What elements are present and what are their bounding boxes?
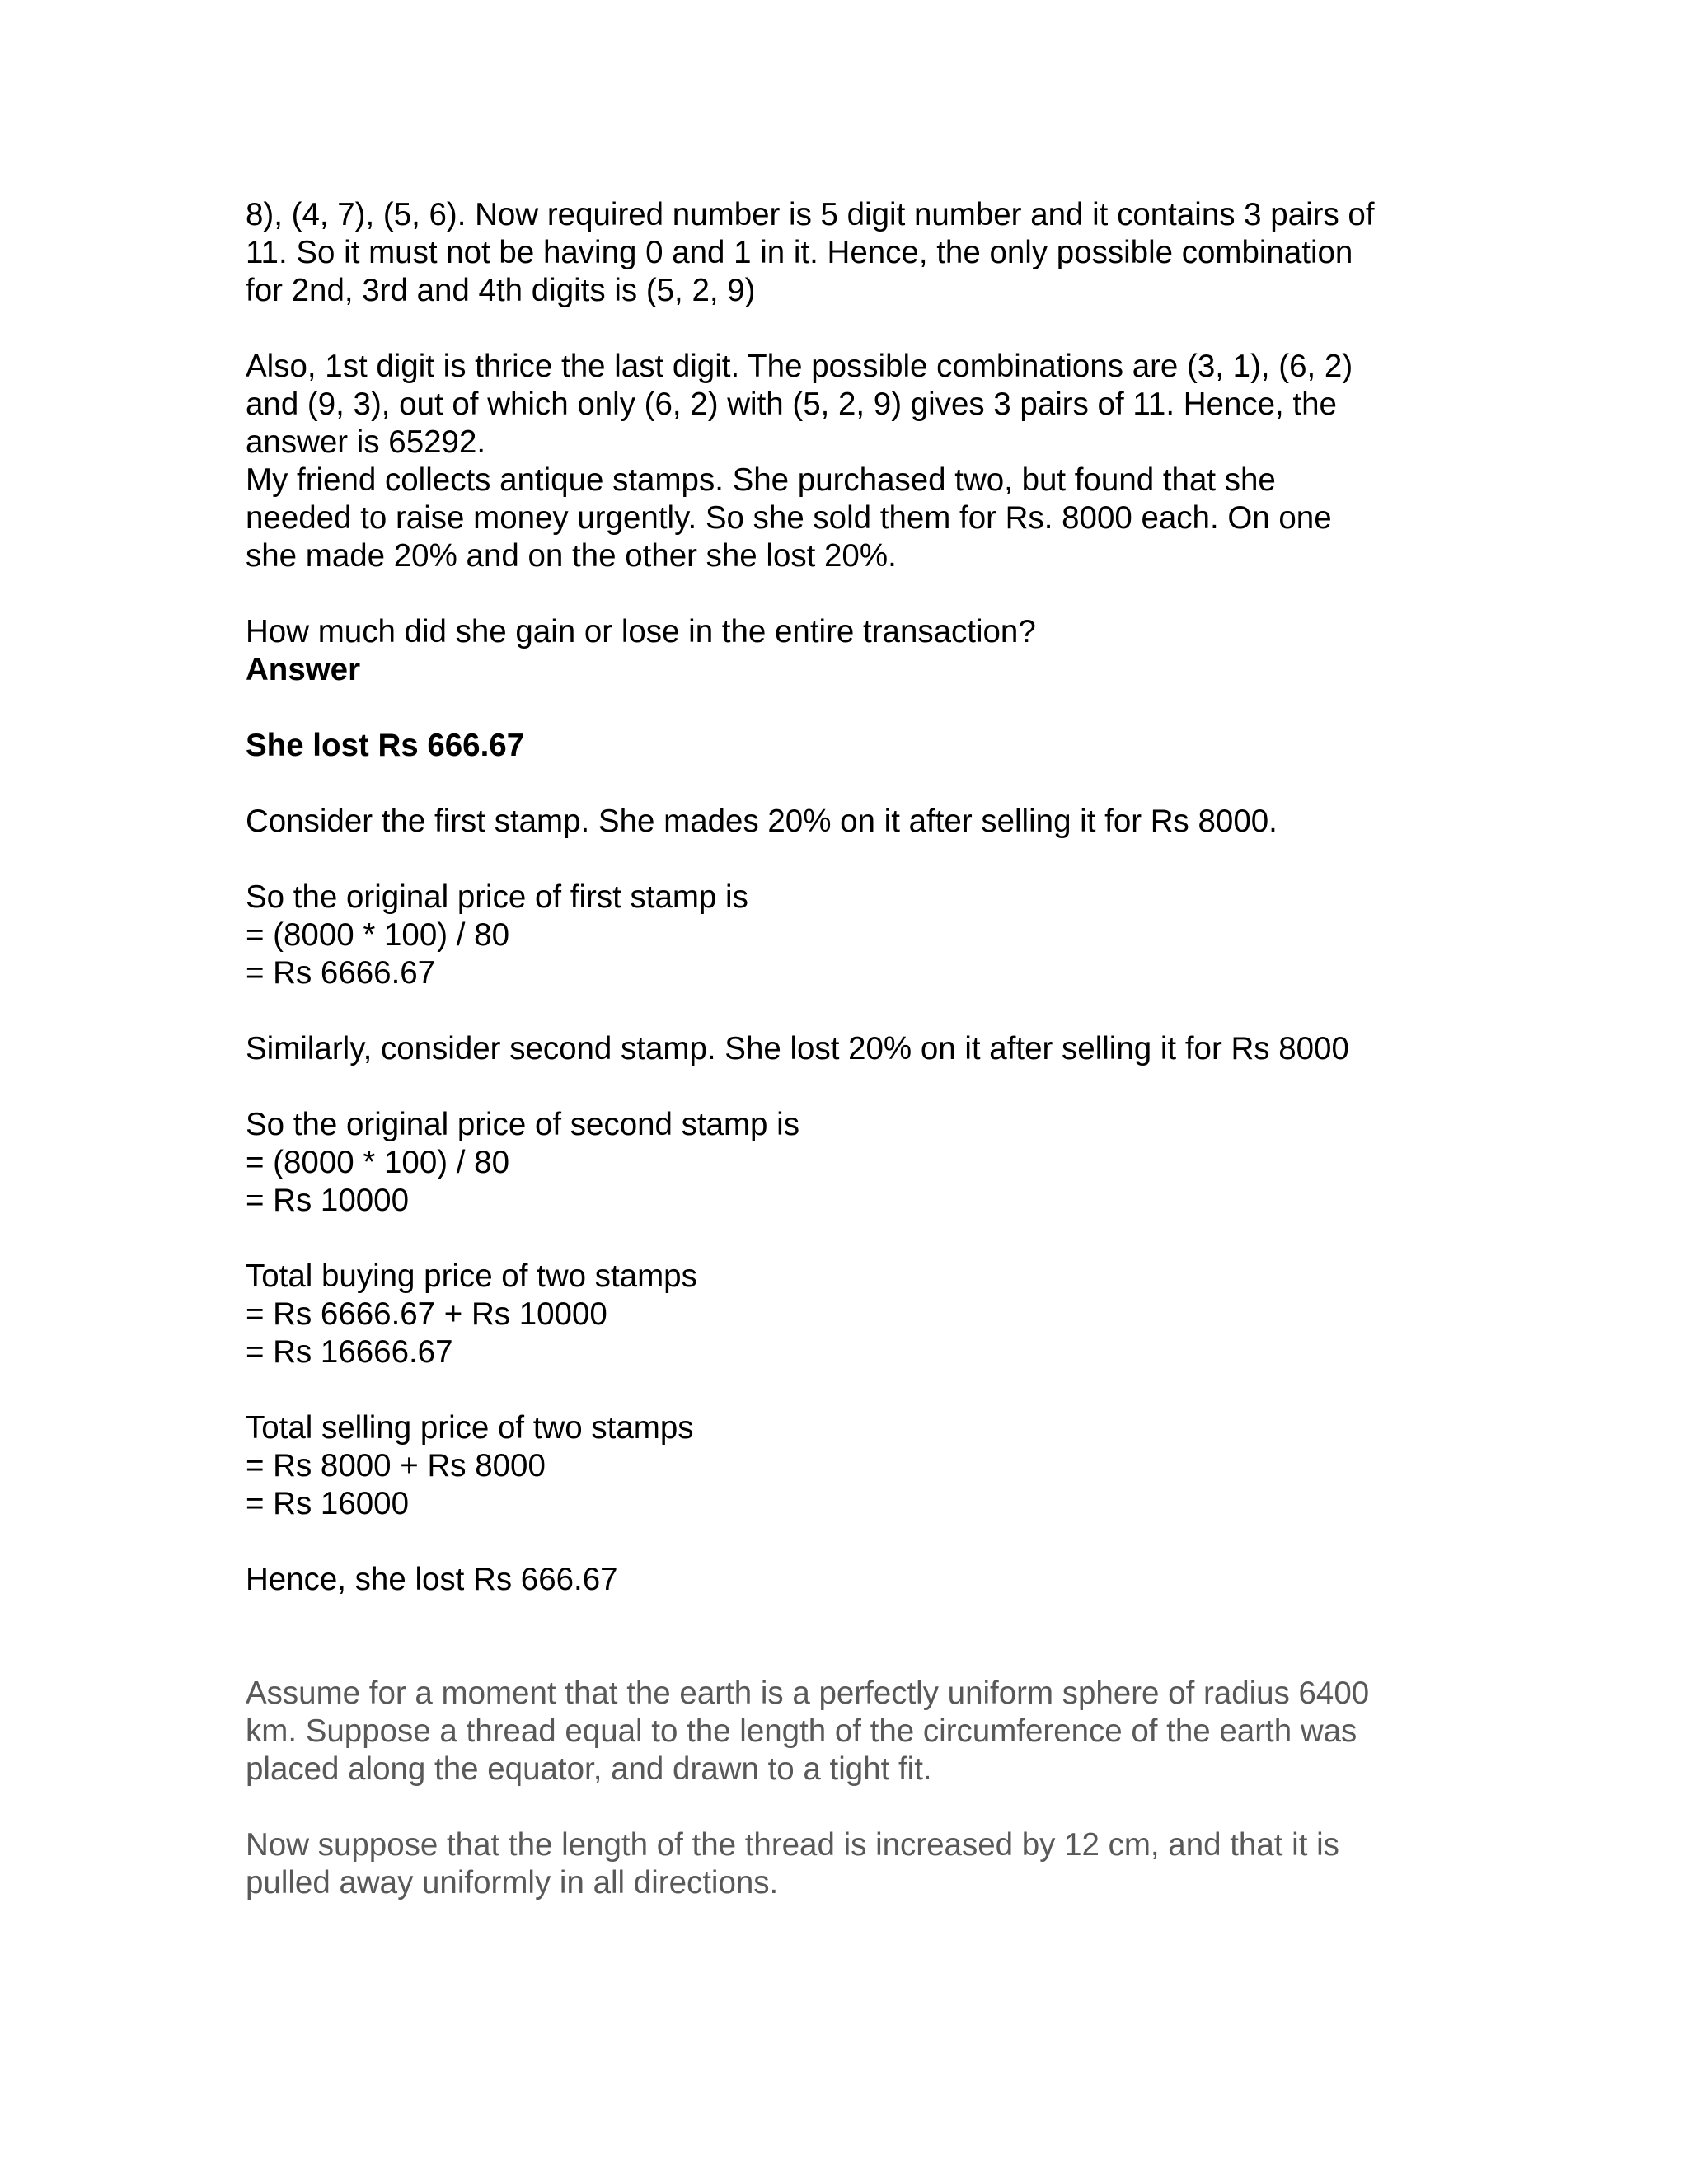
earth-question-paragraph-2 [246, 1826, 1531, 1902]
text-line: and (9, 3), out of which only (6, 2) with (5, 2, 9) gives 3 pairs of 11. Hence, the [246, 387, 1337, 422]
calc-line: Total buying price of two stamps [246, 1258, 697, 1294]
section-gap [246, 1599, 1531, 1675]
also-paragraph [246, 348, 1531, 462]
paragraph-gap [246, 992, 1531, 1030]
stamps-question-paragraph [246, 462, 1531, 575]
text-line: for 2nd, 3rd and 4th digits is (5, 2, 9) [246, 273, 756, 308]
paragraph-gap [246, 1788, 1531, 1826]
first-stamp-calc-paragraph [246, 879, 1531, 992]
second-stamp-intro-paragraph [246, 1030, 1531, 1068]
text-line: My friend collects antique stamps. She purchased two, but found that she [246, 462, 1276, 498]
answer-summary-paragraph [246, 727, 1531, 765]
answer-summary: She lost Rs 666.67 [246, 728, 525, 763]
conclusion-paragraph [246, 1561, 1531, 1599]
calc-line: = Rs 6666.67 + Rs 10000 [246, 1296, 607, 1332]
calc-line: = Rs 6666.67 [246, 955, 436, 991]
conclusion-text: Hence, she lost Rs 666.67 [246, 1562, 618, 1597]
paragraph-gap [246, 1220, 1531, 1258]
paragraph-gap [246, 765, 1531, 803]
text-line: answer is 65292. [246, 424, 486, 460]
calc-line: So the original price of second stamp is [246, 1107, 799, 1142]
question-text: How much did she gain or lose in the entire transaction? [246, 614, 1036, 649]
second-stamp-calc-paragraph [246, 1106, 1531, 1220]
paragraph-gap [246, 575, 1531, 613]
document-page [246, 196, 1531, 1902]
text-line: Also, 1st digit is thrice the last digit. The possible combinations are (3, 1), (6, 2) [246, 349, 1353, 384]
text-line: Now suppose that the length of the thread is increased by 12 cm, and that it is [246, 1827, 1339, 1863]
calc-line: = (8000 * 100) / 80 [246, 917, 509, 953]
intro-paragraph [246, 196, 1531, 310]
calc-line: = (8000 * 100) / 80 [246, 1145, 509, 1180]
first-stamp-intro-paragraph [246, 803, 1531, 841]
earth-question-paragraph-1 [246, 1675, 1531, 1788]
total-selling-paragraph [246, 1409, 1531, 1523]
paragraph-gap [246, 1371, 1531, 1409]
text-line: needed to raise money urgently. So she sold them for Rs. 8000 each. On one [246, 500, 1332, 536]
calc-line: = Rs 8000 + Rs 8000 [246, 1448, 546, 1483]
text-line: 8), (4, 7), (5, 6). Now required number is 5 digit number and it contains 3 pairs of [246, 197, 1375, 232]
text-line: 11. So it must not be having 0 and 1 in it. Hence, the only possible combination [246, 235, 1353, 270]
text-line: Similarly, consider second stamp. She lost 20% on it after selling it for Rs 8000 [246, 1031, 1349, 1066]
text-line: Consider the first stamp. She mades 20% on it after selling it for Rs 8000. [246, 804, 1278, 839]
calc-line: So the original price of first stamp is [246, 879, 748, 915]
text-line: Assume for a moment that the earth is a perfectly uniform sphere of radius 6400 [246, 1675, 1370, 1711]
stamps-question-prompt [246, 613, 1531, 689]
text-line: km. Suppose a thread equal to the length of the circumference of the earth was [246, 1713, 1357, 1749]
paragraph-gap [246, 1523, 1531, 1561]
text-line: pulled away uniformly in all directions. [246, 1865, 779, 1900]
total-buying-paragraph [246, 1258, 1531, 1371]
paragraph-gap [246, 689, 1531, 727]
text-line: placed along the equator, and drawn to a tight fit. [246, 1751, 932, 1787]
calc-line: = Rs 10000 [246, 1183, 409, 1218]
answer-heading: Answer [246, 652, 361, 687]
paragraph-gap [246, 841, 1531, 879]
paragraph-gap [246, 1068, 1531, 1106]
text-line: she made 20% and on the other she lost 20%. [246, 538, 897, 574]
paragraph-gap [246, 310, 1531, 348]
calc-line: Total selling price of two stamps [246, 1410, 694, 1446]
calc-line: = Rs 16666.67 [246, 1334, 453, 1370]
calc-line: = Rs 16000 [246, 1486, 409, 1521]
